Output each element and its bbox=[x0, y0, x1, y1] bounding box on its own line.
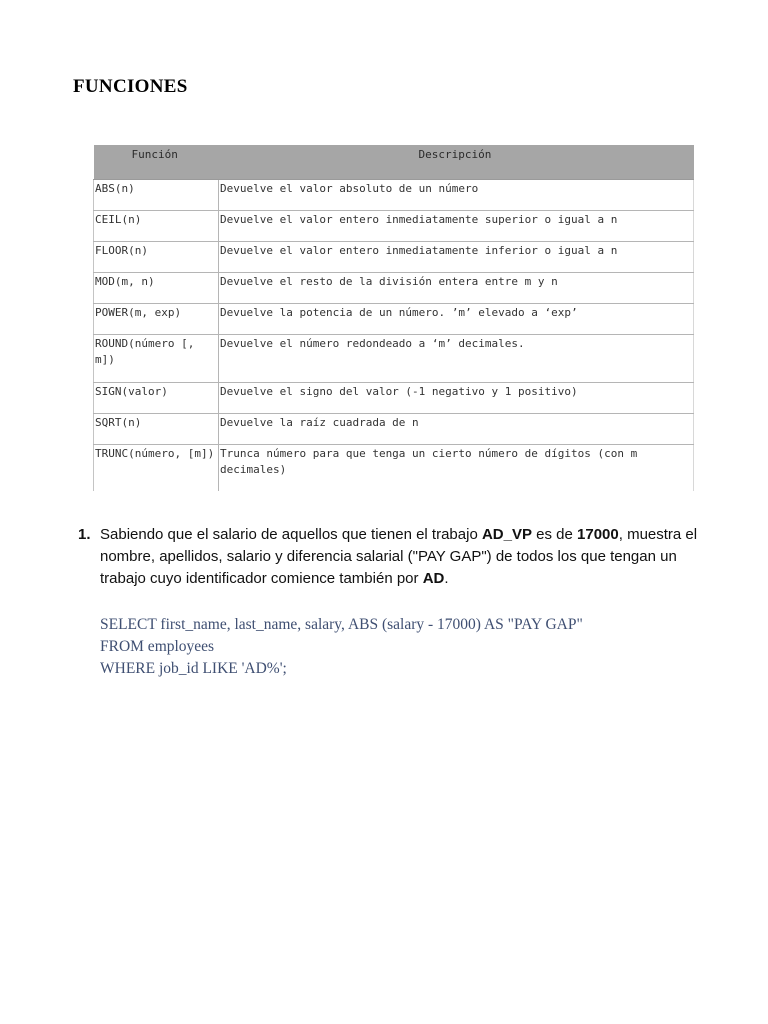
table-row bbox=[94, 383, 694, 414]
function-cell: MOD(m, n) bbox=[94, 273, 219, 304]
table-row bbox=[94, 414, 694, 445]
header-description: Descripción bbox=[219, 145, 694, 180]
function-cell: SQRT(n) bbox=[94, 414, 219, 445]
functions-table-image bbox=[93, 145, 693, 491]
description-cell: Devuelve la potencia de un número. ’m’ elevado a ‘exp’ bbox=[219, 304, 694, 335]
description-cell: Devuelve el valor absoluto de un número bbox=[219, 180, 694, 211]
sql-line-where: WHERE job_id LIKE 'AD%'; bbox=[100, 660, 287, 677]
statement-text: . bbox=[444, 570, 449, 587]
table-header-row bbox=[94, 145, 694, 180]
function-cell: TRUNC(número, [m]) bbox=[94, 445, 219, 491]
table-row bbox=[94, 335, 694, 383]
table-row bbox=[94, 211, 694, 242]
function-cell: CEIL(n) bbox=[94, 211, 219, 242]
description-cell: Devuelve el número redondeado a ‘m’ decimales. bbox=[219, 335, 694, 383]
function-cell: FLOOR(n) bbox=[94, 242, 219, 273]
function-cell: SIGN(valor) bbox=[94, 383, 219, 414]
exercise-statement bbox=[100, 524, 700, 590]
table-row bbox=[94, 180, 694, 211]
page-title: FUNCIONES bbox=[73, 76, 188, 97]
description-cell: Devuelve la raíz cuadrada de n bbox=[219, 414, 694, 445]
description-cell: Devuelve el resto de la división entera entre m y n bbox=[219, 273, 694, 304]
exercise-number: 1. bbox=[78, 526, 91, 543]
statement-text: Sabiendo que el salario de aquellos que tienen el trabajo bbox=[100, 526, 482, 543]
header-function: Función bbox=[94, 145, 219, 180]
function-cell: ROUND(número [, m]) bbox=[94, 335, 219, 383]
functions-table bbox=[93, 145, 694, 491]
amount-bold: 17000 bbox=[577, 526, 619, 543]
function-cell: POWER(m, exp) bbox=[94, 304, 219, 335]
prefix-bold: AD bbox=[422, 570, 445, 587]
job-id-bold: AD_VP bbox=[481, 526, 532, 543]
function-cell: ABS(n) bbox=[94, 180, 219, 211]
sql-answer bbox=[100, 614, 583, 680]
sql-line-from: FROM employees bbox=[100, 638, 215, 655]
table-row bbox=[94, 273, 694, 304]
description-cell: Devuelve el valor entero inmediatamente superior o igual a n bbox=[219, 211, 694, 242]
table-row bbox=[94, 304, 694, 335]
sql-line-select: SELECT first_name, last_name, salary, ABS (salary - 17000) AS "PAY GAP" bbox=[100, 616, 583, 633]
description-cell: Devuelve el signo del valor (-1 negativo y 1 positivo) bbox=[219, 383, 694, 414]
exercise-1 bbox=[78, 524, 708, 590]
description-cell: Devuelve el valor entero inmediatamente inferior o igual a n bbox=[219, 242, 694, 273]
statement-text: es de bbox=[531, 526, 578, 543]
statement-text: , muestra el nombre, apellidos, salario y diferencia salarial ("PAY GAP") de todos los que tengan un trabajo cuyo identificador comience también por bbox=[100, 526, 698, 587]
description-cell: Trunca número para que tenga un cierto número de dígitos (con m decimales) bbox=[219, 445, 694, 491]
table-row bbox=[94, 445, 694, 491]
table-row bbox=[94, 242, 694, 273]
